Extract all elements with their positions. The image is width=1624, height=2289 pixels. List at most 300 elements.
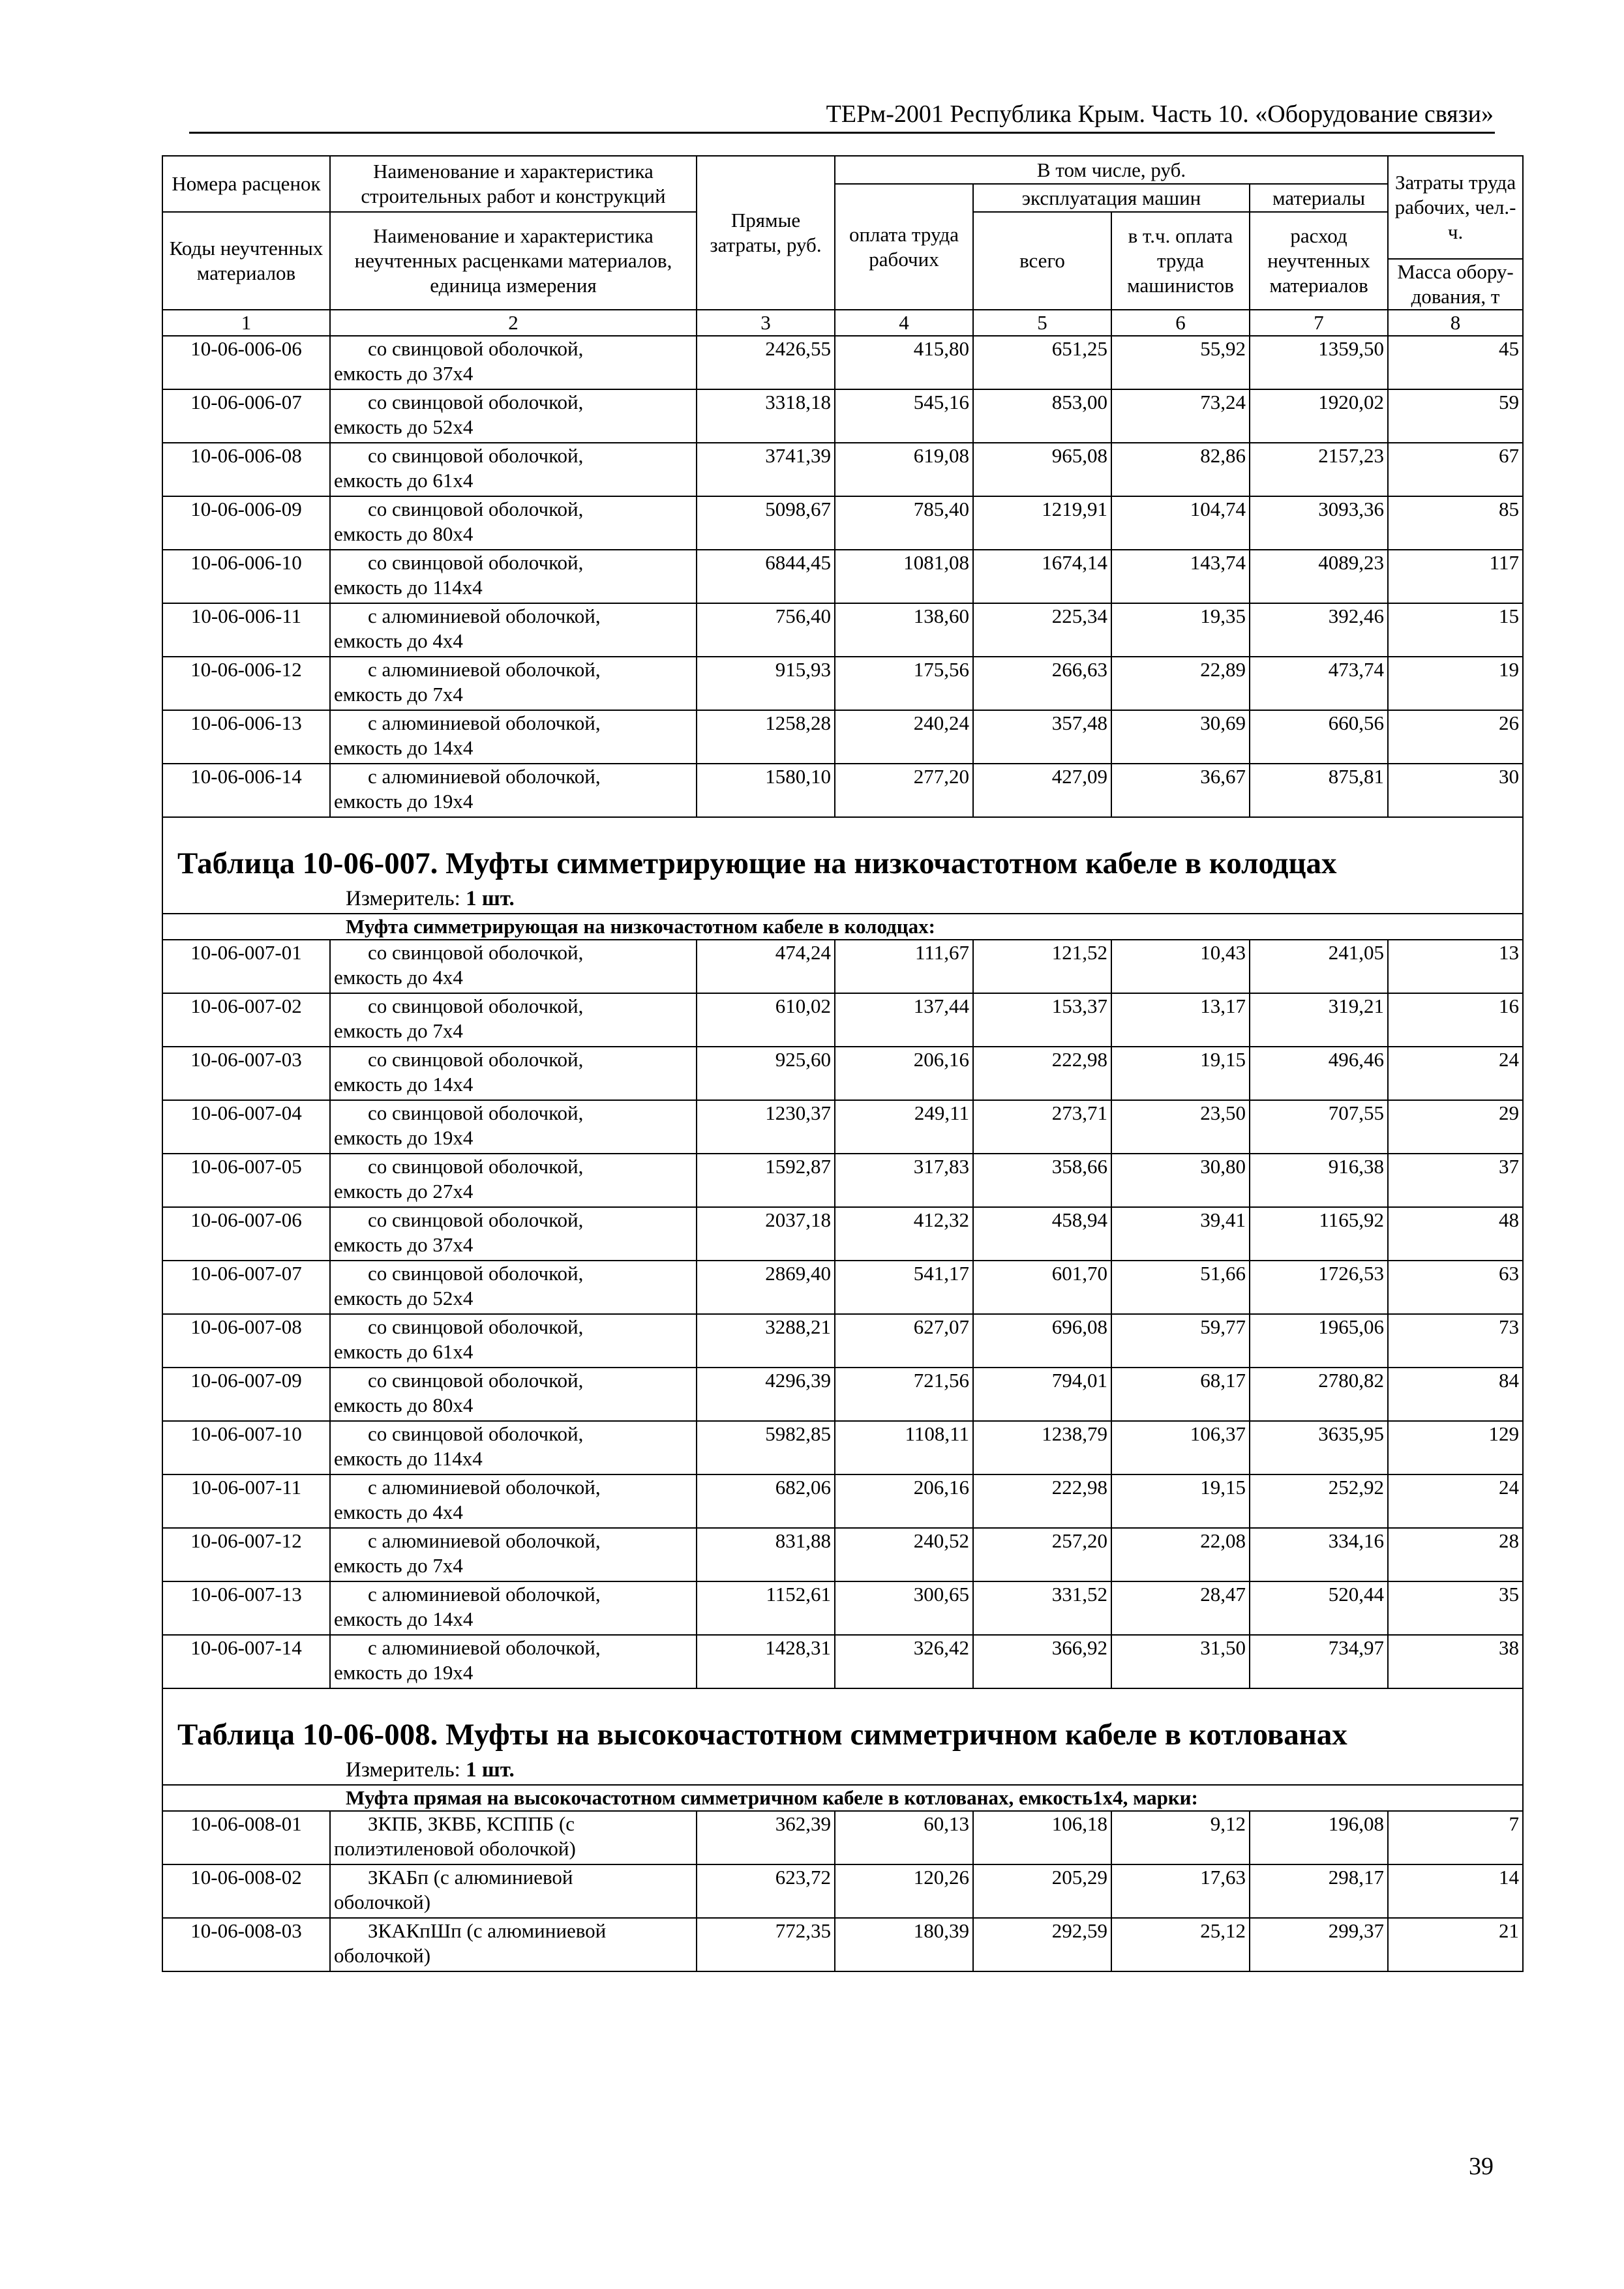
- operator-cost: 68,17: [1111, 1368, 1250, 1421]
- direct-cost: 915,93: [697, 657, 835, 710]
- header-col6: в т.ч. оплата труда машинистов: [1111, 212, 1250, 310]
- rate-code: 10-06-007-02: [162, 993, 330, 1047]
- materials-cost: 334,16: [1250, 1528, 1388, 1581]
- materials-cost: 298,17: [1250, 1864, 1388, 1918]
- direct-cost: 682,06: [697, 1474, 835, 1528]
- machine-cost: 965,08: [973, 443, 1111, 496]
- table-row: [162, 1581, 1523, 1635]
- direct-cost: 1230,37: [697, 1100, 835, 1154]
- labor-hours: 129: [1388, 1421, 1523, 1474]
- materials-cost: 1359,50: [1250, 336, 1388, 389]
- labor-hours: 30: [1388, 764, 1523, 817]
- rate-name-line2: емкость до 27x4: [334, 1180, 474, 1203]
- rate-name-line2: емкость до 37x4: [334, 1233, 474, 1256]
- machine-cost: 1238,79: [973, 1421, 1111, 1474]
- rate-code: 10-06-007-01: [162, 940, 330, 993]
- direct-cost: 474,24: [697, 940, 835, 993]
- rate-name: [330, 1261, 697, 1314]
- machine-cost: 331,52: [973, 1581, 1111, 1635]
- materials-cost: 875,81: [1250, 764, 1388, 817]
- rate-name-line2: емкость до 7x4: [334, 1554, 463, 1577]
- operator-cost: 25,12: [1111, 1918, 1250, 1971]
- rate-name-line2: емкость до 14x4: [334, 1073, 474, 1096]
- rate-code: 10-06-007-13: [162, 1581, 330, 1635]
- header-col5: всего: [973, 212, 1111, 310]
- rate-name-line1: со свинцовой оболочкой,: [368, 1155, 584, 1178]
- labor-cost: 175,56: [835, 657, 973, 710]
- operator-cost: 22,08: [1111, 1528, 1250, 1581]
- materials-cost: 496,46: [1250, 1047, 1388, 1100]
- labor-hours: 35: [1388, 1581, 1523, 1635]
- labor-cost: 240,24: [835, 710, 973, 764]
- table-header: [162, 156, 1523, 336]
- labor-cost: 721,56: [835, 1368, 973, 1421]
- operator-cost: 30,80: [1111, 1154, 1250, 1207]
- column-number: 3: [697, 310, 835, 336]
- header-group: В том числе, руб.: [835, 156, 1388, 184]
- labor-hours: 19: [1388, 657, 1523, 710]
- rate-name-line2: емкость до 4x4: [334, 629, 463, 652]
- rate-name: [330, 1918, 697, 1971]
- header-col8-top: Затраты труда рабочих, чел.-ч.: [1388, 156, 1523, 259]
- section-008-title: Таблица 10-06-008. Муфты на высокочастотном симметричном кабеле в котлованах: [177, 1718, 1347, 1752]
- table-body-008: [162, 1811, 1523, 1971]
- section-008-title-cell: [162, 1688, 1523, 1785]
- materials-cost: 3093,36: [1250, 496, 1388, 550]
- rate-name-line1: со свинцовой оболочкой,: [368, 1369, 584, 1392]
- materials-cost: 196,08: [1250, 1811, 1388, 1864]
- rate-name: [330, 1421, 697, 1474]
- labor-cost: 1108,11: [835, 1421, 973, 1474]
- rate-name-line2: емкость до 114x4: [334, 1447, 483, 1470]
- rate-code: 10-06-006-10: [162, 550, 330, 603]
- labor-cost: 240,52: [835, 1528, 973, 1581]
- direct-cost: 925,60: [697, 1047, 835, 1100]
- column-number: 7: [1250, 310, 1388, 336]
- labor-hours: 24: [1388, 1474, 1523, 1528]
- direct-cost: 831,88: [697, 1528, 835, 1581]
- rate-name: [330, 1474, 697, 1528]
- labor-hours: 26: [1388, 710, 1523, 764]
- rate-name-line2: емкость до 80x4: [334, 522, 474, 545]
- machine-cost: 853,00: [973, 389, 1111, 443]
- materials-cost: 299,37: [1250, 1918, 1388, 1971]
- machine-cost: 427,09: [973, 764, 1111, 817]
- labor-hours: 16: [1388, 993, 1523, 1047]
- table-row: [162, 1811, 1523, 1864]
- materials-cost: 1165,92: [1250, 1207, 1388, 1261]
- labor-cost: 326,42: [835, 1635, 973, 1688]
- rate-code: 10-06-006-07: [162, 389, 330, 443]
- operator-cost: 36,67: [1111, 764, 1250, 817]
- labor-cost: 317,83: [835, 1154, 973, 1207]
- rate-name-line1: с алюминиевой оболочкой,: [368, 658, 601, 681]
- rate-name-line1: с алюминиевой оболочкой,: [368, 1529, 601, 1552]
- materials-cost: 3635,95: [1250, 1421, 1388, 1474]
- operator-cost: 51,66: [1111, 1261, 1250, 1314]
- operator-cost: 31,50: [1111, 1635, 1250, 1688]
- machine-cost: 205,29: [973, 1864, 1111, 1918]
- table-row: [162, 940, 1523, 993]
- labor-hours: 117: [1388, 550, 1523, 603]
- rate-code: 10-06-006-06: [162, 336, 330, 389]
- column-number: 2: [330, 310, 697, 336]
- rate-name-line2: емкость до 61x4: [334, 1340, 474, 1363]
- operator-cost: 22,89: [1111, 657, 1250, 710]
- materials-cost: 1920,02: [1250, 389, 1388, 443]
- running-header: ТЕРм-2001 Республика Крым. Часть 10. «Оборудование связи»: [826, 100, 1494, 128]
- header-materials: материалы: [1250, 184, 1388, 212]
- table-row: [162, 1207, 1523, 1261]
- direct-cost: 2037,18: [697, 1207, 835, 1261]
- rate-name-line2: емкость до 19x4: [334, 790, 474, 813]
- direct-cost: 756,40: [697, 603, 835, 657]
- labor-hours: 38: [1388, 1635, 1523, 1688]
- materials-cost: 473,74: [1250, 657, 1388, 710]
- rate-name-line2: емкость до 37x4: [334, 362, 474, 385]
- rate-name-line1: со свинцовой оболочкой,: [368, 1262, 584, 1285]
- labor-hours: 15: [1388, 603, 1523, 657]
- section-007-title-cell: [162, 817, 1523, 914]
- table-row: [162, 993, 1523, 1047]
- direct-cost: 5098,67: [697, 496, 835, 550]
- labor-cost: 300,65: [835, 1581, 973, 1635]
- direct-cost: 5982,85: [697, 1421, 835, 1474]
- rate-name: [330, 657, 697, 710]
- rate-name: [330, 1207, 697, 1261]
- rate-name-line2: емкость до 19x4: [334, 1661, 474, 1684]
- labor-cost: 206,16: [835, 1047, 973, 1100]
- labor-cost: 785,40: [835, 496, 973, 550]
- labor-cost: 111,67: [835, 940, 973, 993]
- machine-cost: 273,71: [973, 1100, 1111, 1154]
- rate-code: 10-06-007-09: [162, 1368, 330, 1421]
- table-body-007: [162, 940, 1523, 1688]
- machine-cost: 1219,91: [973, 496, 1111, 550]
- materials-cost: 2780,82: [1250, 1368, 1388, 1421]
- rate-code: 10-06-008-01: [162, 1811, 330, 1864]
- table-row: [162, 1918, 1523, 1971]
- rate-code: 10-06-006-11: [162, 603, 330, 657]
- labor-hours: 73: [1388, 1314, 1523, 1368]
- operator-cost: 9,12: [1111, 1811, 1250, 1864]
- table-row: [162, 1368, 1523, 1421]
- rate-name-line2: емкость до 19x4: [334, 1126, 474, 1149]
- rate-name: [330, 1047, 697, 1100]
- page-number: 39: [1469, 2153, 1494, 2180]
- table-body-006: [162, 336, 1523, 817]
- column-number: 5: [973, 310, 1111, 336]
- rate-code: 10-06-007-12: [162, 1528, 330, 1581]
- rate-name-line2: емкость до 14x4: [334, 1608, 474, 1630]
- rate-name-line1: со свинцовой оболочкой,: [368, 1048, 584, 1071]
- header-col1-bottom: Коды неучтенных материалов: [162, 212, 330, 310]
- direct-cost: 3318,18: [697, 389, 835, 443]
- rate-name-line1: с алюминиевой оболочкой,: [368, 765, 601, 788]
- materials-cost: 734,97: [1250, 1635, 1388, 1688]
- rate-name-line1: с алюминиевой оболочкой,: [368, 605, 601, 627]
- labor-cost: 120,26: [835, 1864, 973, 1918]
- machine-cost: 257,20: [973, 1528, 1111, 1581]
- labor-cost: 619,08: [835, 443, 973, 496]
- rate-name-line2: полиэтиленовой оболочкой): [334, 1837, 576, 1860]
- rate-name: [330, 496, 697, 550]
- rate-name: [330, 1528, 697, 1581]
- rate-name-line1: со свинцовой оболочкой,: [368, 1315, 584, 1338]
- header-col2-top: Наименование и характеристика строительных работ и конструкций: [330, 156, 697, 212]
- labor-cost: 206,16: [835, 1474, 973, 1528]
- materials-cost: 1726,53: [1250, 1261, 1388, 1314]
- machine-cost: 794,01: [973, 1368, 1111, 1421]
- labor-hours: 67: [1388, 443, 1523, 496]
- machine-cost: 651,25: [973, 336, 1111, 389]
- table-row: [162, 657, 1523, 710]
- labor-cost: 277,20: [835, 764, 973, 817]
- table-row: [162, 1421, 1523, 1474]
- materials-cost: 4089,23: [1250, 550, 1388, 603]
- rate-name-line2: емкость до 52x4: [334, 1287, 474, 1309]
- rate-name-line1: со свинцовой оболочкой,: [368, 1208, 584, 1231]
- rate-name-line1: со свинцовой оболочкой,: [368, 337, 584, 360]
- measure-label: Измеритель:: [346, 1758, 460, 1782]
- direct-cost: 610,02: [697, 993, 835, 1047]
- header-col1-top: Номера расценок: [162, 156, 330, 212]
- table-row: [162, 443, 1523, 496]
- rate-name-line1: со свинцовой оболочкой,: [368, 391, 584, 413]
- rate-name-line2: емкость до 61x4: [334, 469, 474, 492]
- rate-name: [330, 603, 697, 657]
- operator-cost: 19,15: [1111, 1474, 1250, 1528]
- column-number: 1: [162, 310, 330, 336]
- labor-hours: 84: [1388, 1368, 1523, 1421]
- header-col3: Прямые затраты, руб.: [697, 156, 835, 310]
- rate-name-line1: со свинцовой оболочкой,: [368, 941, 584, 964]
- materials-cost: 707,55: [1250, 1100, 1388, 1154]
- rate-name-line2: емкость до 14x4: [334, 736, 474, 759]
- machine-cost: 601,70: [973, 1261, 1111, 1314]
- labor-cost: 412,32: [835, 1207, 973, 1261]
- rate-name-line2: емкость до 7x4: [334, 1019, 463, 1042]
- table-row: [162, 496, 1523, 550]
- direct-cost: 2426,55: [697, 336, 835, 389]
- direct-cost: 3288,21: [697, 1314, 835, 1368]
- table-row: [162, 1635, 1523, 1688]
- rate-code: 10-06-006-09: [162, 496, 330, 550]
- labor-cost: 180,39: [835, 1918, 973, 1971]
- rate-name-line1: со свинцовой оболочкой,: [368, 444, 584, 467]
- rate-code: 10-06-007-14: [162, 1635, 330, 1688]
- table-row: [162, 1314, 1523, 1368]
- rate-code: 10-06-008-03: [162, 1918, 330, 1971]
- header-col8-bottom: Масса обору-дования, т: [1388, 259, 1523, 310]
- labor-hours: 59: [1388, 389, 1523, 443]
- direct-cost: 3741,39: [697, 443, 835, 496]
- labor-hours: 7: [1388, 1811, 1523, 1864]
- operator-cost: 10,43: [1111, 940, 1250, 993]
- table-row: [162, 603, 1523, 657]
- operator-cost: 19,15: [1111, 1047, 1250, 1100]
- rate-name-line2: емкость до 4x4: [334, 1501, 463, 1523]
- column-number: 6: [1111, 310, 1250, 336]
- machine-cost: 222,98: [973, 1047, 1111, 1100]
- section-007-title: Таблица 10-06-007. Муфты симметрирующие на низкочастотном кабеле в колодцах: [177, 846, 1337, 880]
- rate-name-line2: оболочкой): [334, 1944, 431, 1967]
- labor-hours: 13: [1388, 940, 1523, 993]
- operator-cost: 143,74: [1111, 550, 1250, 603]
- labor-cost: 627,07: [835, 1314, 973, 1368]
- materials-cost: 2157,23: [1250, 443, 1388, 496]
- rate-name: [330, 1314, 697, 1368]
- rate-code: 10-06-006-13: [162, 710, 330, 764]
- rate-name: [330, 1811, 697, 1864]
- direct-cost: 1592,87: [697, 1154, 835, 1207]
- rate-name: [330, 764, 697, 817]
- rate-name: [330, 1154, 697, 1207]
- materials-cost: 392,46: [1250, 603, 1388, 657]
- rate-name-line2: оболочкой): [334, 1891, 431, 1913]
- table-row: [162, 336, 1523, 389]
- section-008-measure: [163, 1754, 1522, 1784]
- rate-code: 10-06-007-03: [162, 1047, 330, 1100]
- machine-cost: 358,66: [973, 1154, 1111, 1207]
- operator-cost: 39,41: [1111, 1207, 1250, 1261]
- rate-code: 10-06-007-05: [162, 1154, 330, 1207]
- rate-code: 10-06-007-08: [162, 1314, 330, 1368]
- rate-name-line1: со свинцовой оболочкой,: [368, 1422, 584, 1445]
- rate-name-line1: с алюминиевой оболочкой,: [368, 1583, 601, 1606]
- labor-hours: 28: [1388, 1528, 1523, 1581]
- column-numbers-row: [162, 310, 1523, 336]
- operator-cost: 30,69: [1111, 710, 1250, 764]
- labor-hours: 48: [1388, 1207, 1523, 1261]
- materials-cost: 660,56: [1250, 710, 1388, 764]
- rate-name: [330, 940, 697, 993]
- direct-cost: 4296,39: [697, 1368, 835, 1421]
- machine-cost: 1674,14: [973, 550, 1111, 603]
- materials-cost: 520,44: [1250, 1581, 1388, 1635]
- direct-cost: 1428,31: [697, 1635, 835, 1688]
- machine-cost: 696,08: [973, 1314, 1111, 1368]
- table-row: [162, 1864, 1523, 1918]
- direct-cost: 1258,28: [697, 710, 835, 764]
- rate-name: [330, 443, 697, 496]
- table-row: [162, 1528, 1523, 1581]
- rates-table: [162, 155, 1524, 1972]
- rate-name-line2: емкость до 7x4: [334, 683, 463, 706]
- rate-name: [330, 710, 697, 764]
- rate-name-line1: ЗКПБ, ЗКВБ, КСППБ (с: [368, 1812, 575, 1835]
- direct-cost: 1152,61: [697, 1581, 835, 1635]
- operator-cost: 104,74: [1111, 496, 1250, 550]
- labor-hours: 29: [1388, 1100, 1523, 1154]
- header-col2-bottom: Наименование и характеристика неучтенных расценками материалов, единица измерения: [330, 212, 697, 310]
- measure-value: 1 шт.: [466, 887, 515, 910]
- section-007-group-title: Муфта симметрирующая на низкочастотном кабеле в колодцах:: [162, 914, 1523, 940]
- rate-code: 10-06-006-12: [162, 657, 330, 710]
- labor-hours: 21: [1388, 1918, 1523, 1971]
- rate-code: 10-06-007-06: [162, 1207, 330, 1261]
- table-row: [162, 1261, 1523, 1314]
- machine-cost: 292,59: [973, 1918, 1111, 1971]
- rate-name-line2: емкость до 4x4: [334, 966, 463, 989]
- table-row: [162, 1154, 1523, 1207]
- machine-cost: 225,34: [973, 603, 1111, 657]
- rate-code: 10-06-008-02: [162, 1864, 330, 1918]
- rate-name-line1: со свинцовой оболочкой,: [368, 551, 584, 574]
- column-number: 4: [835, 310, 973, 336]
- labor-hours: 14: [1388, 1864, 1523, 1918]
- rate-name-line2: емкость до 114x4: [334, 576, 483, 599]
- operator-cost: 59,77: [1111, 1314, 1250, 1368]
- materials-cost: 319,21: [1250, 993, 1388, 1047]
- rate-name-line1: со свинцовой оболочкой,: [368, 1101, 584, 1124]
- rate-name-line2: емкость до 80x4: [334, 1394, 474, 1416]
- labor-cost: 137,44: [835, 993, 973, 1047]
- rate-name-line1: с алюминиевой оболочкой,: [368, 711, 601, 734]
- rate-code: 10-06-006-14: [162, 764, 330, 817]
- header-machines: эксплуатация машин: [973, 184, 1250, 212]
- materials-cost: 916,38: [1250, 1154, 1388, 1207]
- rate-name-line1: с алюминиевой оболочкой,: [368, 1636, 601, 1659]
- rate-name: [330, 1864, 697, 1918]
- labor-cost: 249,11: [835, 1100, 973, 1154]
- direct-cost: 772,35: [697, 1918, 835, 1971]
- rate-name: [330, 1368, 697, 1421]
- table-row: [162, 389, 1523, 443]
- rate-name-line1: ЗКАКпШп (с алюминиевой: [368, 1919, 607, 1942]
- section-008-group-title: Муфта прямая на высокочастотном симметричном кабеле в котлованах, емкость1x4, марки:: [162, 1785, 1523, 1811]
- table-row: [162, 764, 1523, 817]
- rate-code: 10-06-007-04: [162, 1100, 330, 1154]
- materials-cost: 241,05: [1250, 940, 1388, 993]
- operator-cost: 17,63: [1111, 1864, 1250, 1918]
- rate-name-line1: со свинцовой оболочкой,: [368, 995, 584, 1017]
- labor-cost: 1081,08: [835, 550, 973, 603]
- operator-cost: 73,24: [1111, 389, 1250, 443]
- labor-hours: 24: [1388, 1047, 1523, 1100]
- direct-cost: 623,72: [697, 1864, 835, 1918]
- rate-code: 10-06-007-11: [162, 1474, 330, 1528]
- direct-cost: 6844,45: [697, 550, 835, 603]
- rate-code: 10-06-006-08: [162, 443, 330, 496]
- machine-cost: 106,18: [973, 1811, 1111, 1864]
- rate-code: 10-06-007-10: [162, 1421, 330, 1474]
- labor-cost: 138,60: [835, 603, 973, 657]
- rate-name-line2: емкость до 52x4: [334, 415, 474, 438]
- table-row: [162, 550, 1523, 603]
- direct-cost: 2869,40: [697, 1261, 835, 1314]
- direct-cost: 1580,10: [697, 764, 835, 817]
- operator-cost: 28,47: [1111, 1581, 1250, 1635]
- rate-name: [330, 336, 697, 389]
- labor-hours: 63: [1388, 1261, 1523, 1314]
- machine-cost: 366,92: [973, 1635, 1111, 1688]
- rate-name: [330, 1635, 697, 1688]
- header-rule: [189, 132, 1495, 134]
- operator-cost: 55,92: [1111, 336, 1250, 389]
- measure-value: 1 шт.: [466, 1758, 515, 1782]
- labor-cost: 541,17: [835, 1261, 973, 1314]
- table-row: [162, 1047, 1523, 1100]
- section-007-header: [162, 817, 1523, 940]
- labor-hours: 45: [1388, 336, 1523, 389]
- machine-cost: 458,94: [973, 1207, 1111, 1261]
- operator-cost: 106,37: [1111, 1421, 1250, 1474]
- section-008-header: [162, 1688, 1523, 1811]
- operator-cost: 19,35: [1111, 603, 1250, 657]
- table-row: [162, 1474, 1523, 1528]
- labor-cost: 60,13: [835, 1811, 973, 1864]
